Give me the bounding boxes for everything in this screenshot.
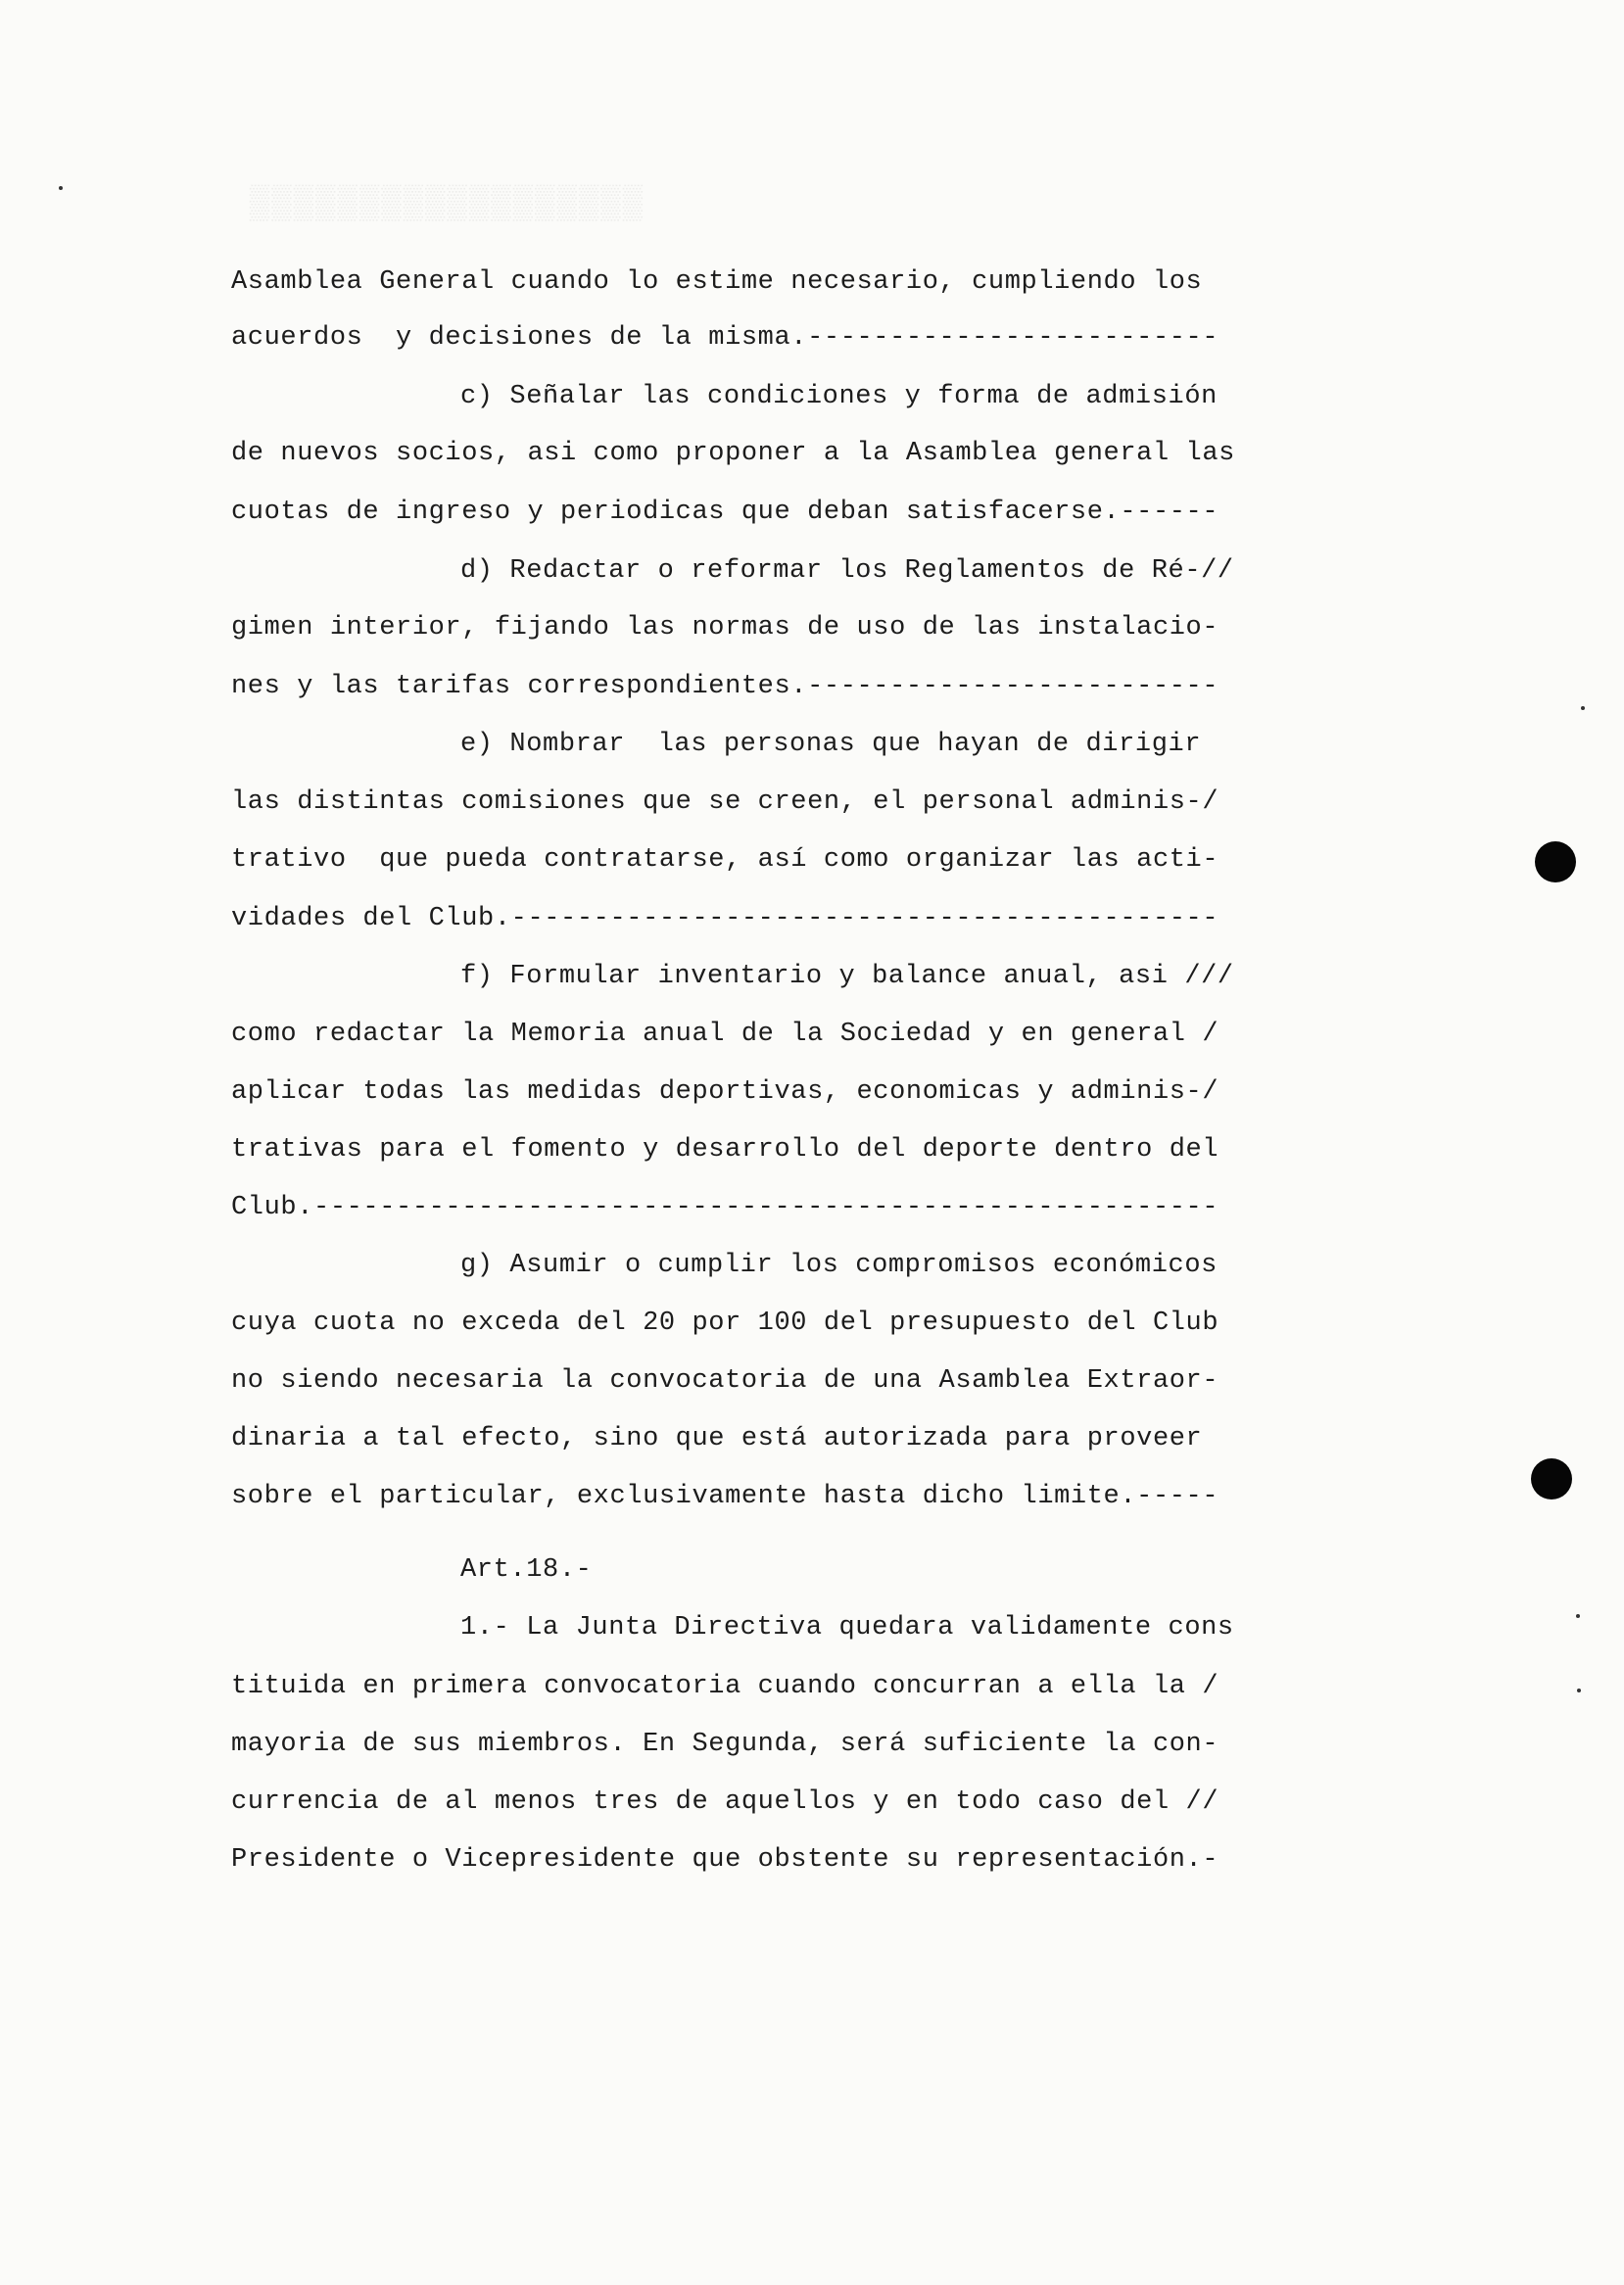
- text-line: dinaria a tal efecto, sino que está autorizada para proveer: [231, 1424, 1203, 1453]
- text-line: f) Formular inventario y balance anual, asi ///: [460, 962, 1234, 991]
- text-line: no siendo necesaria la convocatoria de una Asamblea Extraor-: [231, 1366, 1219, 1396]
- text-line: vidades del Club.-------------------------------------------: [231, 904, 1219, 933]
- speck: [1581, 706, 1585, 710]
- text-line: g) Asumir o cumplir los compromisos económicos: [460, 1251, 1218, 1280]
- text-line: e) Nombrar las personas que hayan de dirigir: [460, 730, 1202, 759]
- text-line: cuya cuota no exceda del 20 por 100 del presupuesto del Club: [231, 1309, 1219, 1338]
- text-line: trativo que pueda contratarse, así como organizar las acti-: [231, 845, 1219, 875]
- text-line: d) Redactar o reformar los Reglamentos de Ré-//: [460, 556, 1234, 586]
- text-line: currencia de al menos tres de aquellos y en todo caso del //: [231, 1787, 1219, 1817]
- text-line: como redactar la Memoria anual de la Sociedad y en general /: [231, 1020, 1219, 1049]
- text-line: sobre el particular, exclusivamente hasta dicho limite.-----: [231, 1482, 1219, 1511]
- text-line: trativas para el fomento y desarrollo del deporte dentro del: [231, 1135, 1219, 1165]
- text-line: Asamblea General cuando lo estime necesario, cumpliendo los: [231, 267, 1203, 297]
- text-line: c) Señalar las condiciones y forma de admisión: [460, 382, 1218, 411]
- text-line: mayoria de sus miembros. En Segunda, será suficiente la con-: [231, 1730, 1219, 1759]
- text-line: nes y las tarifas correspondientes.-------------------------: [231, 672, 1219, 701]
- text-line: Presidente o Vicepresidente que obstente su representación.-: [231, 1845, 1219, 1875]
- text-line: tituida en primera convocatoria cuando concurran a ella la /: [231, 1672, 1219, 1701]
- speck: [1576, 1614, 1580, 1618]
- text-line: 1.- La Junta Directiva quedara validamente cons: [460, 1613, 1234, 1642]
- show-through-stamp: ▒▒▒▒▒▒▒▒▒▒▒▒▒▒▒▒▒▒: [206, 186, 645, 223]
- text-line: de nuevos socios, asi como proponer a la Asamblea general las: [231, 439, 1235, 468]
- text-line: gimen interior, fijando las normas de uso de las instalacio-: [231, 613, 1219, 643]
- punch-hole-lower: [1531, 1458, 1572, 1500]
- speck: [1577, 1689, 1581, 1692]
- punch-hole-upper: [1535, 841, 1576, 882]
- text-line: Art.18.-: [460, 1555, 593, 1585]
- speck: [59, 186, 63, 190]
- text-line: acuerdos y decisiones de la misma.-------------------------: [231, 323, 1219, 353]
- text-line: las distintas comisiones que se creen, el personal adminis-/: [231, 787, 1219, 817]
- text-line: Club.-------------------------------------------------------: [231, 1193, 1219, 1222]
- text-line: aplicar todas las medidas deportivas, economicas y adminis-/: [231, 1077, 1219, 1107]
- text-line: cuotas de ingreso y periodicas que deban satisfacerse.------: [231, 498, 1219, 527]
